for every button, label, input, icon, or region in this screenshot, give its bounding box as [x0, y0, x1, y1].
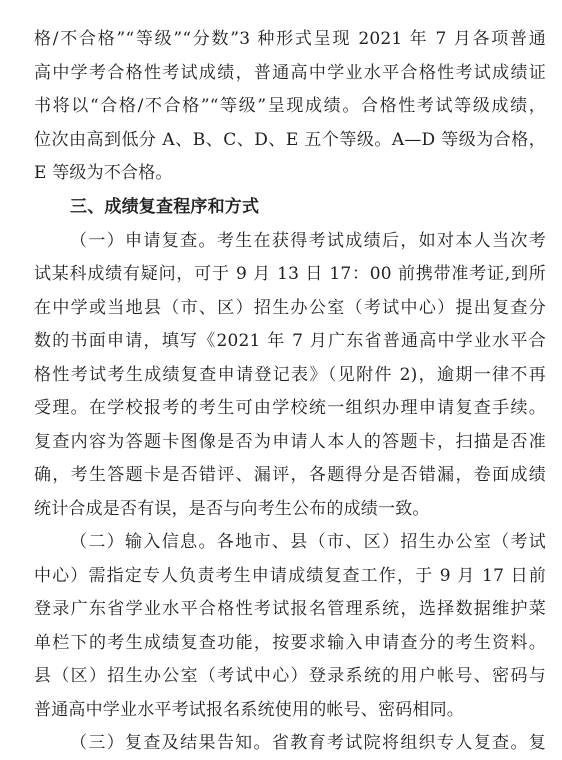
section-heading: 三、成绩复查程序和方式	[70, 197, 260, 217]
paragraph-line: 中心）需指定专人负责考生申请成绩复查工作，于 9 月 17 日前	[34, 566, 546, 586]
paragraph-line: 在中学或当地县（市、区）招生办公室（考试中心）提出复查分	[34, 298, 546, 318]
paragraph-line: 数的书面申请，填写《2021 年 7 月广东省普通高中学业水平合	[34, 331, 546, 351]
paragraph-line: 确，考生答题卡是否错评、漏评，各题得分是否错漏，卷面成绩	[34, 465, 546, 485]
paragraph-line: 格性考试考生成绩复查申请登记表》（见附件 2)，逾期一律不再	[34, 365, 546, 385]
paragraph-line: （三）复查及结果告知。省教育考试院将组织专人复查。复	[70, 733, 546, 753]
paragraph-line: 书将以“合格/不合格”“等级”呈现成绩。合格性考试等级成绩，	[34, 96, 546, 116]
paragraph-line: 格/不合格”“等级”“分数”3 种形式呈现 2021 年 7 月各项普通	[34, 29, 546, 49]
paragraph-line: 高中学考合格性考试成绩，普通高中学业水平合格性考试成绩证	[34, 63, 546, 83]
paragraph-line: 受理。在学校报考的考生可由学校统一组织办理申请复查手续。	[34, 398, 546, 418]
paragraph-line: E 等级为不合格。	[34, 163, 173, 183]
paragraph-line: 统计合成是否有误，是否与向考生公布的成绩一致。	[34, 499, 430, 519]
paragraph-line: 复查内容为答题卡图像是否为申请人本人的答题卡，扫描是否准	[34, 432, 546, 452]
paragraph-line: 县（区）招生办公室（考试中心）登录系统的用户帐号、密码与	[34, 666, 546, 686]
paragraph-line: 单栏下的考生成绩复查功能，按要求输入申请查分的考生资料。	[34, 633, 546, 653]
paragraph-line: 试某科成绩有疑问，可于 9 月 13 日 17：00 前携带准考证,到所	[34, 264, 546, 284]
paragraph-line: 位次由高到低分 A、B、C、D、E 五个等级。A—D 等级为合格，	[34, 130, 546, 150]
paragraph-line: （一）申请复查。考生在获得考试成绩后，如对本人当次考	[70, 231, 546, 251]
paragraph-line: 登录广东省学业水平合格性考试报名管理系统，选择数据维护菜	[34, 599, 546, 619]
paragraph-line: 普通高中学业水平考试报名系统使用的帐号、密码相同。	[34, 700, 464, 720]
paragraph-line: （二）输入信息。各地市、县（市、区）招生办公室（考试	[70, 532, 546, 552]
